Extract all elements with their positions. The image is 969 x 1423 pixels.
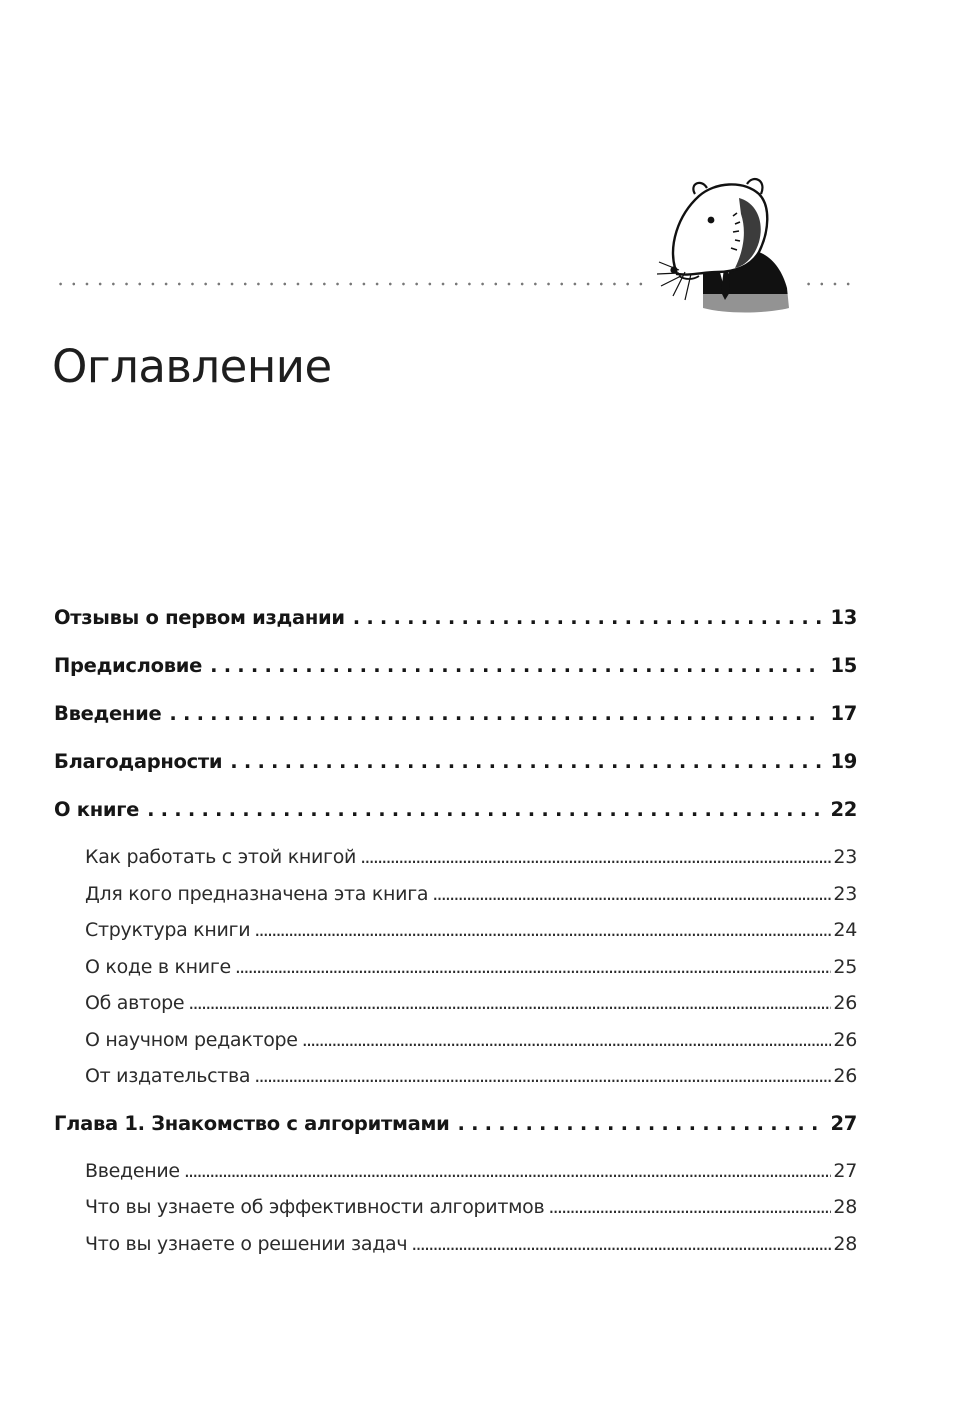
- dot-leader: [432, 883, 831, 905]
- toc-entry-label: От издательства: [85, 1065, 251, 1087]
- toc-entry-label: Введение: [85, 1159, 180, 1182]
- toc-page-number: 22: [830, 798, 857, 821]
- toc-entry-o-knige[interactable]: [54, 798, 857, 846]
- dot-leader: [353, 606, 823, 629]
- toc-page-number: 28: [833, 1232, 857, 1255]
- toc-entry-label: Об авторе: [85, 992, 185, 1014]
- dot-leader: [302, 1029, 831, 1051]
- dot-leader: [169, 702, 823, 725]
- toc-entry-label: О книге: [54, 798, 140, 821]
- toc-entry-otzyvy[interactable]: [54, 606, 857, 654]
- dotted-rule-left: [54, 282, 647, 286]
- dot-leader: [254, 919, 831, 941]
- dot-leader: [230, 750, 823, 773]
- toc-entry-struktura[interactable]: [54, 919, 857, 956]
- toc-page-number: 28: [833, 1196, 857, 1218]
- dot-leader: [210, 654, 823, 677]
- toc-entry-o-redaktore[interactable]: [54, 1029, 857, 1066]
- toc-page-number: 13: [830, 606, 857, 629]
- toc-entry-label: О научном редакторе: [85, 1028, 298, 1051]
- dot-leader: [360, 846, 831, 868]
- toc-entry-label: Благодарности: [54, 750, 223, 773]
- toc-page-number: 23: [833, 882, 857, 905]
- toc-entry-ob-avtore[interactable]: [54, 992, 857, 1029]
- dot-leader: [411, 1233, 831, 1255]
- toc-page-number: 27: [830, 1111, 857, 1135]
- toc-entry-blagodarnosti[interactable]: [54, 750, 857, 798]
- dot-leader: [457, 1112, 823, 1135]
- toc-entry-vvedenie[interactable]: [54, 702, 857, 750]
- toc-entry-predislovie[interactable]: [54, 654, 857, 702]
- toc-entry-label: О коде в книге: [85, 955, 231, 978]
- dot-leader: [184, 1160, 831, 1182]
- rat-in-suit-icon: [655, 176, 795, 316]
- toc-page-number: 19: [830, 750, 857, 773]
- toc-entry-effektivnost[interactable]: [54, 1196, 857, 1233]
- toc-page-number: 26: [833, 1065, 857, 1087]
- dotted-rule-right: [802, 282, 850, 286]
- toc-entry-o-kode[interactable]: [54, 956, 857, 993]
- toc-page-number: 23: [833, 846, 857, 868]
- dot-leader: [188, 992, 831, 1014]
- toc-entry-label: Глава 1. Знакомство с алгоритмами: [54, 1111, 450, 1135]
- toc-page-number: 26: [833, 992, 857, 1014]
- toc-page-number: 27: [833, 1159, 857, 1182]
- toc-entry-label: Структура книги: [85, 919, 251, 941]
- toc-page-number: 15: [830, 654, 857, 677]
- toc-entry-label: Предисловие: [54, 654, 203, 677]
- page-title: Оглавление: [52, 340, 332, 393]
- toc-entry-ot-izdatelstva[interactable]: [54, 1065, 857, 1102]
- toc-entry-reshenie-zadach[interactable]: [54, 1233, 857, 1270]
- toc-entry-dlya-kogo[interactable]: [54, 883, 857, 920]
- toc-page-number: 25: [833, 955, 857, 978]
- dot-leader: [147, 798, 823, 821]
- dot-leader: [548, 1196, 831, 1218]
- toc-entry-kak-rabotat[interactable]: [54, 846, 857, 883]
- toc-entry-label: Как работать с этой книгой: [85, 846, 357, 868]
- toc-page-number: 26: [833, 1028, 857, 1051]
- toc-entry-glava-1-vvedenie[interactable]: [54, 1160, 857, 1197]
- toc-entry-label: Отзывы о первом издании: [54, 606, 345, 629]
- table-of-contents: [54, 606, 857, 1269]
- toc-entry-glava-1[interactable]: [54, 1112, 857, 1160]
- toc-page-number: 24: [833, 919, 857, 941]
- dot-leader: [235, 956, 831, 978]
- toc-entry-label: Введение: [54, 702, 162, 725]
- dot-leader: [254, 1065, 831, 1087]
- toc-entry-label: Что вы узнаете об эффективности алгоритмов: [85, 1196, 545, 1218]
- toc-page-number: 17: [830, 702, 857, 725]
- toc-entry-label: Что вы узнаете о решении задач: [85, 1232, 408, 1255]
- toc-entry-label: Для кого предназначена эта книга: [85, 882, 429, 905]
